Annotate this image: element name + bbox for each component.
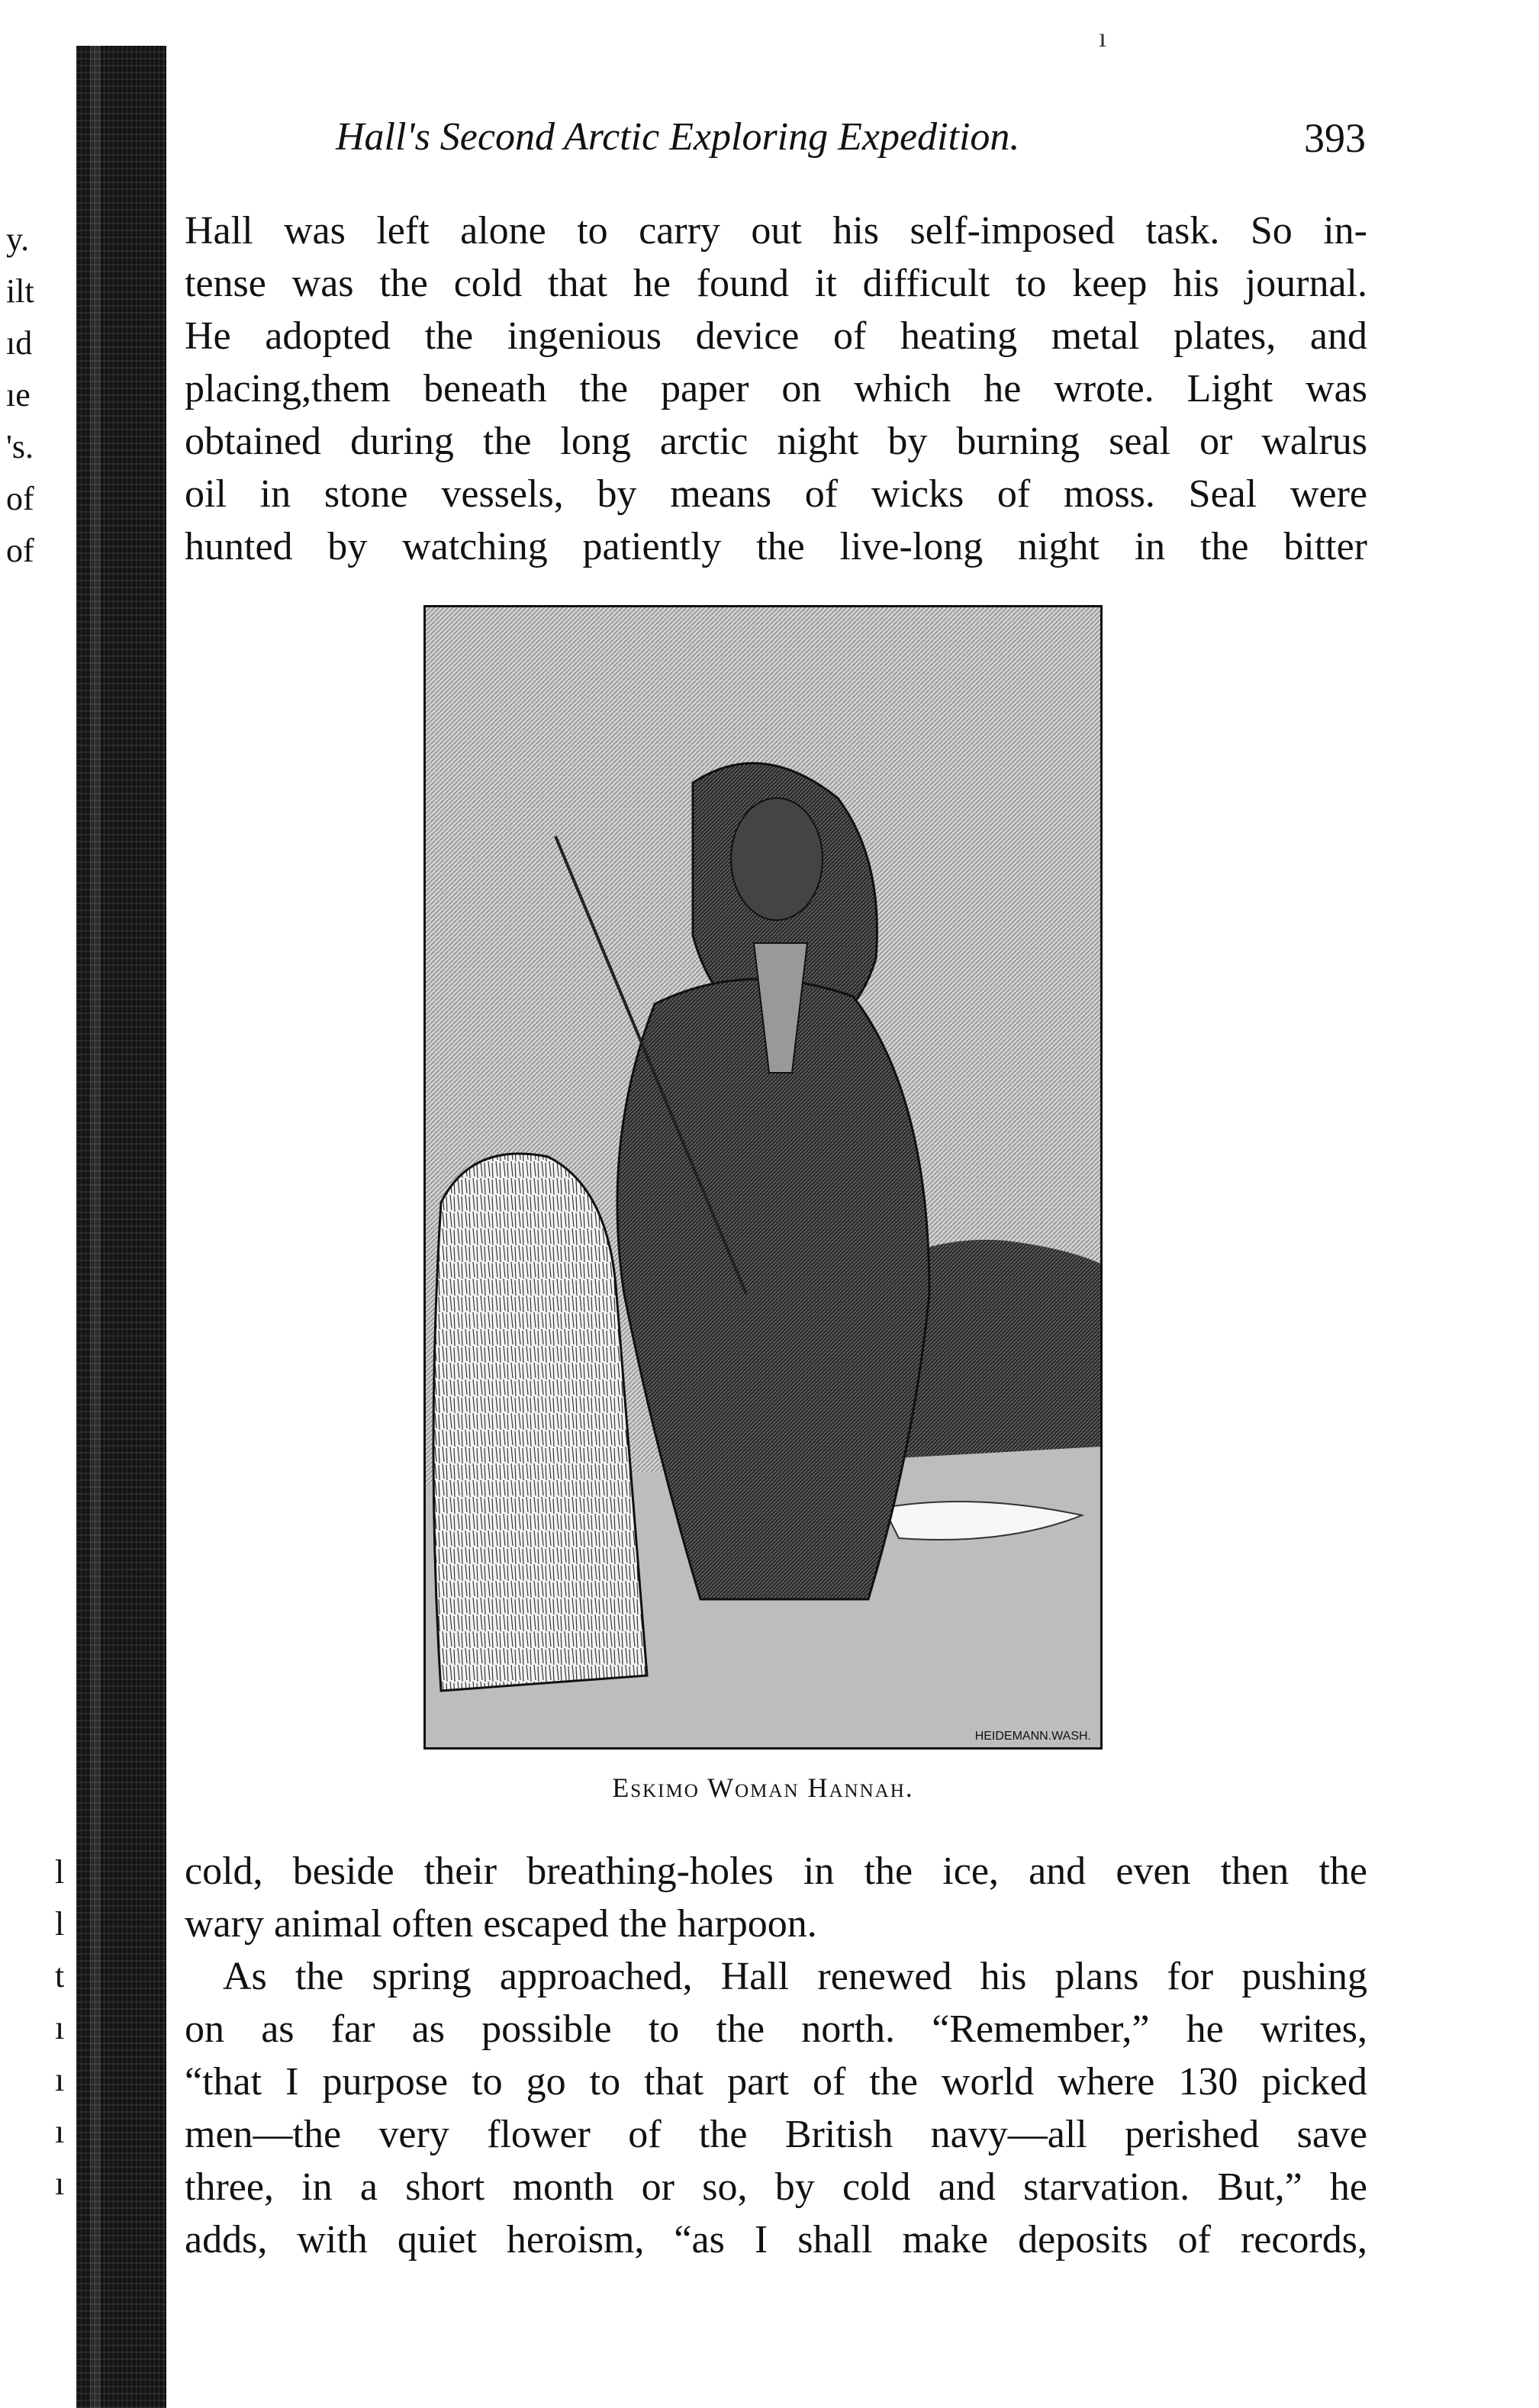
text-line: He adopted the ingenious device of heating metal plates, and — [185, 314, 1367, 358]
text-line: three, in a short month or so, by cold and starvation. But,” he — [185, 2165, 1367, 2209]
text-line: adds, with quiet heroism, “as I shall make deposits of records, — [185, 2218, 1367, 2262]
fragment: l — [55, 1905, 65, 1943]
text-line: on as far as possible to the north. “Remember,” he writes, — [185, 2007, 1367, 2051]
fragment: ı — [55, 2113, 65, 2150]
text-line: tense was the cold that he found it difficult to keep his journal. — [185, 262, 1367, 305]
paragraph-bottom — [185, 1845, 1367, 2266]
text-line: men—the very flower of the British navy—all perished save — [185, 2113, 1367, 2156]
binding-gutter — [76, 46, 166, 2408]
fragment: t — [55, 1957, 65, 1994]
text-line: obtained during the long arctic night by burning seal or walrus — [185, 420, 1367, 463]
text-line: wary animal often escaped the harpoon. — [185, 1902, 817, 1946]
figure-face — [731, 798, 823, 920]
fragment: ilt — [6, 272, 34, 310]
fragment: ı — [55, 2009, 65, 2046]
text-line: Hall was left alone to carry out his self-imposed task. So in- — [185, 209, 1367, 253]
engraver-mark: HEIDEMANN.WASH. — [974, 1730, 1091, 1743]
text-line: hunted by watching patiently the live-long night in the bitter — [185, 525, 1367, 568]
text-line: “that I purpose to go to that part of the world where 130 picked — [185, 2060, 1367, 2104]
engraving-illustration — [423, 605, 1103, 1750]
text-line: oil in stone vessels, by means of wicks of moss. Seal were — [185, 472, 1367, 516]
text-line: As the spring approached, Hall renewed his plans for pushing — [223, 1955, 1367, 1998]
facing-page-fragments-lower — [55, 1846, 73, 2210]
text-line: cold, beside their breathing-holes in the ice, and even then the — [185, 1849, 1367, 1893]
fragment: ıe — [6, 376, 31, 414]
fragment: y. — [6, 221, 30, 258]
facing-page-fragments — [6, 214, 67, 577]
paragraph-top — [185, 204, 1367, 573]
running-head — [328, 114, 1366, 175]
text-line: placing,them beneath the paper on which he wrote. Light was — [185, 367, 1367, 410]
fragment: ı — [55, 2165, 65, 2202]
running-head-title: Hall's Second Arctic Exploring Expedition. — [336, 115, 1020, 159]
fragment: of — [6, 480, 34, 517]
fragment: of — [6, 532, 34, 569]
stray-mark-top: ı — [1099, 22, 1107, 53]
engraving-artwork — [426, 607, 1100, 1747]
illustration-caption: Eskimo Woman Hannah. — [612, 1772, 914, 1803]
fragment: ı — [55, 2061, 65, 2098]
fragment: l — [55, 1853, 65, 1891]
page-number: 393 — [1304, 115, 1366, 161]
fragment: ıd — [6, 324, 33, 362]
fragment: 's. — [6, 428, 34, 465]
